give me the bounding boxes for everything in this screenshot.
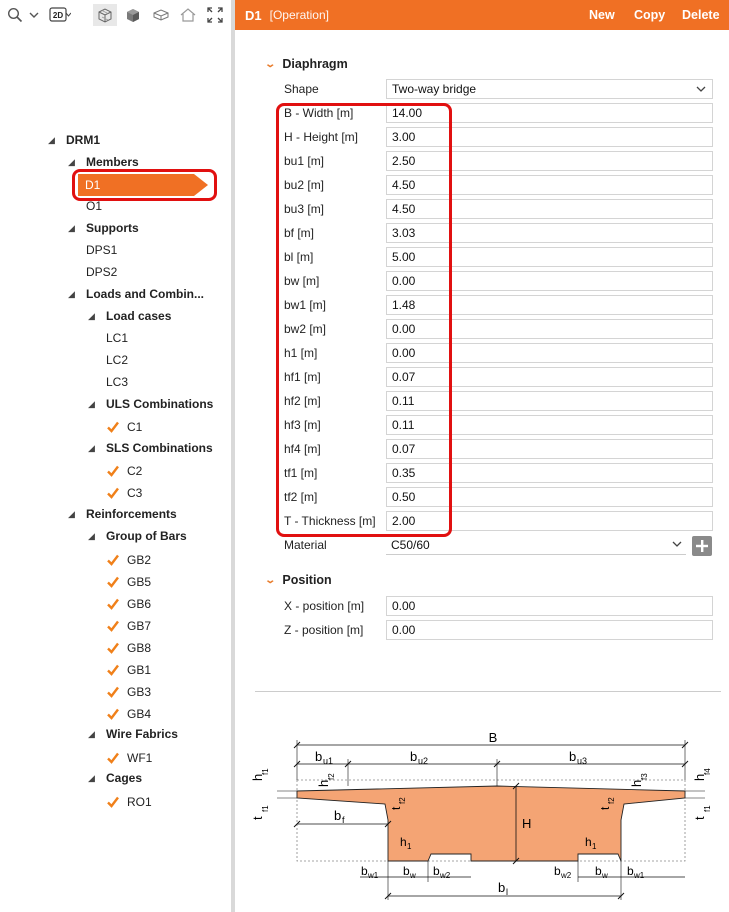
tree-item-gb6[interactable]: GB6: [106, 594, 151, 614]
tree-item-gb4[interactable]: GB4: [106, 704, 151, 724]
fit-view-icon[interactable]: [204, 4, 226, 26]
tree-item-gb8[interactable]: GB8: [106, 638, 151, 658]
header-title: D1: [245, 7, 262, 23]
tree-item-d1-selected[interactable]: D1: [78, 174, 210, 196]
param-input[interactable]: 14.00: [386, 103, 713, 123]
material-select[interactable]: C50/60: [386, 535, 686, 555]
param-label: tf1 [m]: [284, 466, 318, 480]
param-label: h1 [m]: [284, 346, 318, 360]
svg-text:u3: u3: [577, 756, 588, 766]
tree-item-wf1[interactable]: WF1: [106, 748, 152, 768]
svg-text:b: b: [595, 864, 602, 878]
svg-text:f1: f1: [261, 768, 270, 775]
svg-text:1: 1: [407, 842, 412, 851]
tree-item-supports[interactable]: ◢ Supports: [68, 221, 139, 235]
svg-text:h: h: [400, 835, 407, 849]
param-label: hf1 [m]: [284, 370, 321, 384]
checkmark-icon[interactable]: [106, 597, 120, 611]
svg-text:f2: f2: [398, 797, 407, 804]
svg-text:w: w: [410, 871, 416, 880]
param-label: hf4 [m]: [284, 442, 321, 456]
svg-text:f2: f2: [327, 773, 336, 780]
param-label: tf2 [m]: [284, 490, 318, 504]
param-label: H - Height [m]: [284, 130, 359, 144]
tree-root[interactable]: [48, 130, 100, 150]
chevron-down-icon[interactable]: ⌄: [264, 574, 277, 586]
param-input[interactable]: 0.11: [386, 391, 713, 411]
tree-item-lc3[interactable]: LC3: [106, 375, 129, 389]
tree-item-dps1[interactable]: DPS1: [86, 243, 118, 257]
svg-text:h: h: [629, 779, 644, 787]
front-view-icon[interactable]: [150, 4, 172, 26]
add-material-button[interactable]: [692, 536, 712, 556]
tree-item-cages[interactable]: ◢ Cages: [88, 771, 143, 785]
plus-icon: [692, 536, 712, 556]
svg-text:f2: f2: [607, 797, 616, 804]
param-input[interactable]: 0.00: [386, 343, 713, 363]
collapse-icon[interactable]: ◢: [88, 530, 95, 541]
checkmark-icon[interactable]: [106, 619, 120, 633]
tree-item-reinforcements[interactable]: ◢ Reinforcements: [68, 507, 177, 521]
checkmark-icon[interactable]: [106, 795, 120, 809]
tree-item-sls[interactable]: ◢ SLS Combinations: [88, 441, 213, 455]
svg-text:w1: w1: [368, 871, 379, 880]
param-input[interactable]: 0.11: [386, 415, 713, 435]
home-view-icon[interactable]: [177, 4, 199, 26]
svg-text:u1: u1: [323, 756, 334, 766]
checkmark-icon[interactable]: [106, 575, 120, 589]
param-label: hf3 [m]: [284, 418, 321, 432]
collapse-icon[interactable]: ◢: [68, 508, 75, 519]
tree-item-ro1[interactable]: RO1: [106, 792, 152, 812]
checkmark-icon[interactable]: [106, 486, 120, 500]
svg-text:b: b: [361, 864, 368, 878]
param-input[interactable]: 0.07: [386, 439, 713, 459]
tree-item-lc1[interactable]: LC1: [106, 331, 129, 345]
collapse-icon[interactable]: ◢: [88, 728, 95, 739]
param-input[interactable]: 2.00: [386, 511, 713, 531]
shape-label: Shape: [284, 82, 319, 96]
svg-text:h: h: [585, 835, 592, 849]
param-input[interactable]: 3.00: [386, 127, 713, 147]
tree-item-group-of-bars[interactable]: ◢ Group of Bars: [88, 529, 187, 543]
tree-item-lc2[interactable]: LC2: [106, 353, 129, 367]
svg-text:b: b: [403, 864, 410, 878]
checkmark-icon[interactable]: [106, 641, 120, 655]
collapse-icon[interactable]: ◢: [88, 310, 95, 321]
svg-text:w1: w1: [634, 871, 645, 880]
tree-item-c2[interactable]: C2: [106, 461, 142, 481]
param-input[interactable]: 4.50: [386, 199, 713, 219]
param-label: bw1 [m]: [284, 298, 327, 312]
checkmark-icon[interactable]: [106, 663, 120, 677]
collapse-icon[interactable]: ◢: [88, 772, 95, 783]
svg-text:h: h: [692, 773, 707, 781]
tree-item-gb5[interactable]: GB5: [106, 572, 151, 592]
param-label: bw2 [m]: [284, 322, 327, 336]
param-label: bw [m]: [284, 274, 320, 288]
bridge-section-shape: [297, 786, 685, 861]
param-input[interactable]: 1.48: [386, 295, 713, 315]
param-input[interactable]: 0.00: [386, 319, 713, 339]
param-label: bf [m]: [284, 226, 315, 240]
param-label: B - Width [m]: [284, 106, 354, 120]
svg-text:b: b: [315, 749, 323, 764]
param-label: hf2 [m]: [284, 394, 321, 408]
tree-item-gb3[interactable]: GB3: [106, 682, 151, 702]
svg-text:f1: f1: [703, 805, 712, 812]
svg-text:f4: f4: [703, 768, 712, 775]
svg-text:u2: u2: [418, 756, 429, 766]
collapse-icon[interactable]: ◢: [48, 134, 55, 145]
param-label: T - Thickness [m]: [284, 514, 376, 528]
svg-text:f1: f1: [261, 805, 270, 812]
param-input[interactable]: 3.03: [386, 223, 713, 243]
delete-button[interactable]: Delete: [682, 8, 720, 22]
separator: [255, 691, 721, 692]
chevron-down-icon: [672, 541, 682, 548]
wireframe-box-icon[interactable]: [93, 4, 117, 26]
collapse-icon[interactable]: ◢: [68, 288, 75, 299]
search-icon[interactable]: [4, 4, 26, 26]
svg-text:b: b: [410, 749, 418, 764]
material-label: Material: [284, 538, 327, 552]
tree-item-loads[interactable]: ◢ Loads and Combin...: [68, 287, 205, 301]
svg-text:b: b: [498, 880, 506, 895]
left-panel: [0, 0, 231, 912]
checkmark-icon[interactable]: [106, 553, 120, 567]
svg-text:h: h: [316, 779, 331, 787]
tree-item-wire-fabrics[interactable]: ◢ Wire Fabrics: [88, 727, 178, 741]
svg-text:t: t: [250, 816, 265, 820]
param-input[interactable]: 0.07: [386, 367, 713, 387]
svg-text:h: h: [250, 773, 265, 781]
checkmark-icon[interactable]: [106, 751, 120, 765]
svg-text:w2: w2: [561, 871, 572, 880]
red-highlight-params: [276, 103, 452, 537]
svg-text:f3: f3: [640, 773, 649, 780]
svg-text:b: b: [569, 749, 577, 764]
2d-view-icon[interactable]: [48, 4, 72, 26]
solid-box-icon[interactable]: [122, 4, 144, 26]
collapse-icon[interactable]: ◢: [88, 442, 95, 453]
collapse-icon[interactable]: ◢: [88, 398, 95, 409]
param-input[interactable]: 2.50: [386, 151, 713, 171]
chevron-down-icon[interactable]: [27, 4, 41, 26]
chevron-down-icon[interactable]: ⌄: [264, 58, 277, 70]
param-label: bu2 [m]: [284, 178, 325, 192]
tree-item-gb7[interactable]: GB7: [106, 616, 151, 636]
param-label: bu3 [m]: [284, 202, 325, 216]
chevron-down-icon: [696, 86, 706, 93]
tree-item-c1[interactable]: C1: [106, 417, 142, 437]
tree-item-load-cases[interactable]: ◢ Load cases: [88, 309, 172, 323]
shape-select[interactable]: Two-way bridge: [386, 79, 713, 99]
param-input[interactable]: 0.35: [386, 463, 713, 483]
param-label: bu1 [m]: [284, 154, 325, 168]
tree-root-label: DRM1: [66, 133, 101, 147]
svg-text:t: t: [692, 816, 707, 820]
svg-text:w: w: [602, 871, 608, 880]
svg-text:b: b: [334, 808, 342, 823]
x-position-input[interactable]: 0.00: [386, 596, 713, 616]
svg-text:w2: w2: [440, 871, 451, 880]
svg-text:t: t: [598, 806, 612, 810]
tree-item-gb2[interactable]: GB2: [106, 550, 151, 570]
z-position-input[interactable]: 0.00: [386, 620, 713, 640]
svg-text:1: 1: [592, 842, 597, 851]
x-position-label: X - position [m]: [284, 599, 365, 613]
param-input[interactable]: 5.00: [386, 247, 713, 267]
properties-panel: [235, 0, 729, 912]
svg-text:b: b: [627, 864, 634, 878]
checkmark-icon[interactable]: [106, 420, 120, 434]
tree-item-uls[interactable]: ◢ ULS Combinations: [88, 397, 214, 411]
tree-item-members[interactable]: ◢ Members: [68, 155, 139, 169]
collapse-icon[interactable]: ◢: [68, 222, 75, 233]
svg-text:l: l: [506, 887, 508, 897]
new-button[interactable]: New: [589, 8, 615, 22]
section-diaphragm[interactable]: ⌄ Diaphragm: [264, 57, 348, 71]
z-position-label: Z - position [m]: [284, 623, 364, 637]
param-input[interactable]: 0.00: [386, 271, 713, 291]
header-subtitle: [Operation]: [269, 8, 329, 22]
svg-text:b: b: [554, 864, 561, 878]
tree-item-gb1[interactable]: GB1: [106, 660, 151, 680]
svg-text:f: f: [342, 815, 345, 825]
svg-text:t: t: [389, 806, 403, 810]
tree-item-dps2[interactable]: DPS2: [86, 265, 118, 279]
cross-section-diagram: [235, 720, 729, 912]
param-input[interactable]: 4.50: [386, 175, 713, 195]
checkmark-icon[interactable]: [106, 685, 120, 699]
copy-button[interactable]: Copy: [634, 8, 666, 22]
label-H: H: [522, 816, 532, 831]
collapse-icon[interactable]: ◢: [68, 156, 75, 167]
checkmark-icon[interactable]: [106, 464, 120, 478]
tree-item-o1[interactable]: O1: [86, 199, 103, 213]
section-position[interactable]: ⌄ Position: [264, 573, 332, 587]
param-label: bl [m]: [284, 250, 314, 264]
param-input[interactable]: 0.50: [386, 487, 713, 507]
svg-text:2D: 2D: [52, 11, 64, 20]
svg-text:b: b: [433, 864, 440, 878]
tree-item-c3[interactable]: C3: [106, 483, 142, 503]
checkmark-icon[interactable]: [106, 707, 120, 721]
properties-header: [235, 0, 729, 30]
label-B: B: [488, 730, 498, 745]
